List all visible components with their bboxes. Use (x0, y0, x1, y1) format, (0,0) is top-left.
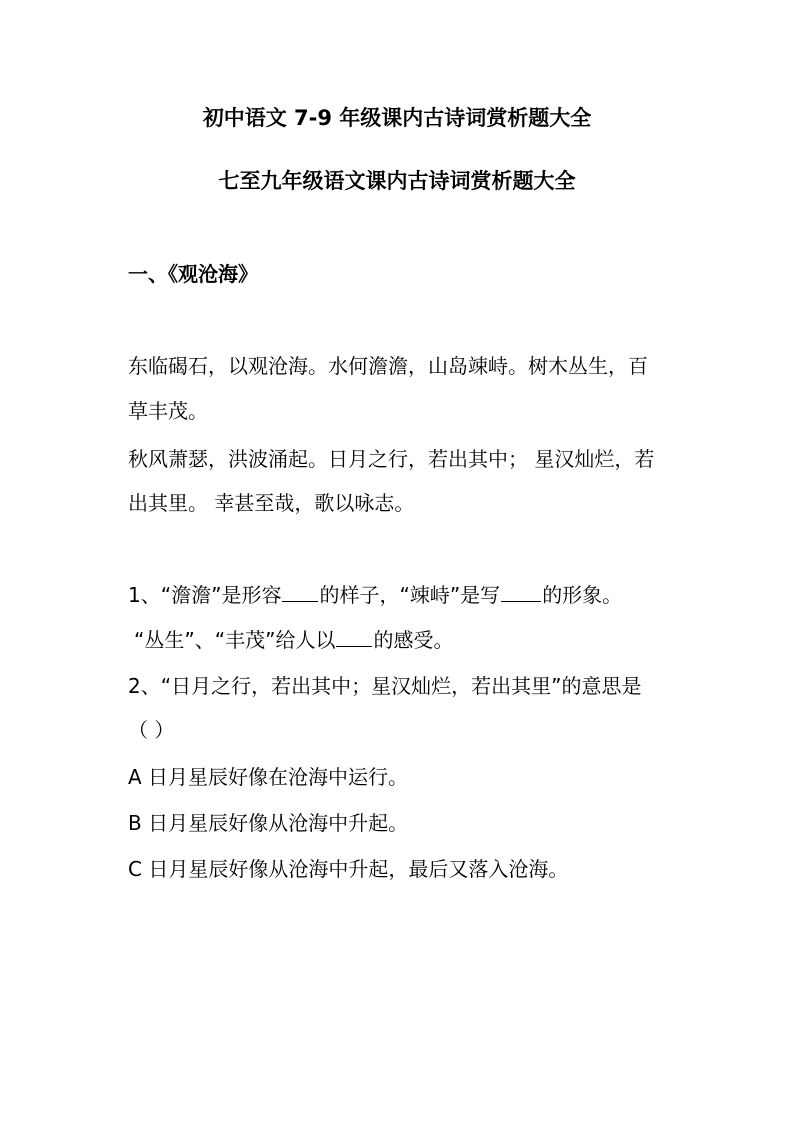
question-2-option-b: B 日月星辰好像从沧海中升起。 (128, 811, 409, 835)
document-subtitle: 七至九年级语文课内古诗词赏析题大全 (218, 169, 576, 193)
question-2-option-a: A 日月星辰好像在沧海中运行。 (128, 765, 409, 789)
question-1-text-a: 1、“澹澹”是形容 (128, 583, 282, 607)
poem-line-2: 草丰茂。 (128, 399, 208, 423)
answer-blank[interactable] (282, 583, 318, 602)
question-1-text-c: 的形象。 (542, 583, 623, 607)
poem-line-4: 出其里。 幸甚至哉，歌以咏志。 (128, 491, 415, 515)
question-2-option-c: C 日月星辰好像从沧海中升起，最后又落入沧海。 (128, 857, 569, 881)
section-heading: 一、《观沧海》 (128, 262, 258, 286)
question-1-text-d: “丛生”、“丰茂”给人以 (134, 628, 336, 652)
answer-blank[interactable] (501, 583, 541, 602)
question-1-text-b: 的样子，“竦峙”是写 (319, 583, 501, 607)
answer-blank[interactable] (336, 628, 372, 647)
poem-line-1: 东临碣石，以观沧海。水何澹澹，山岛竦峙。树木丛生，百 (128, 354, 648, 378)
question-1-line-1 (128, 581, 622, 609)
question-1-text-e: 的感受。 (373, 628, 454, 652)
question-2-line-2: （ ） (128, 718, 175, 742)
question-2-line-1: 2、“日月之行，若出其中；星汉灿烂，若出其里”的意思是 (128, 674, 642, 698)
question-1-line-2 (134, 626, 453, 654)
document-title: 初中语文 7-9 年级课内古诗词赏析题大全 (202, 106, 592, 130)
poem-line-3: 秋风萧瑟，洪波涌起。日月之行，若出其中； 星汉灿烂，若 (128, 447, 655, 471)
